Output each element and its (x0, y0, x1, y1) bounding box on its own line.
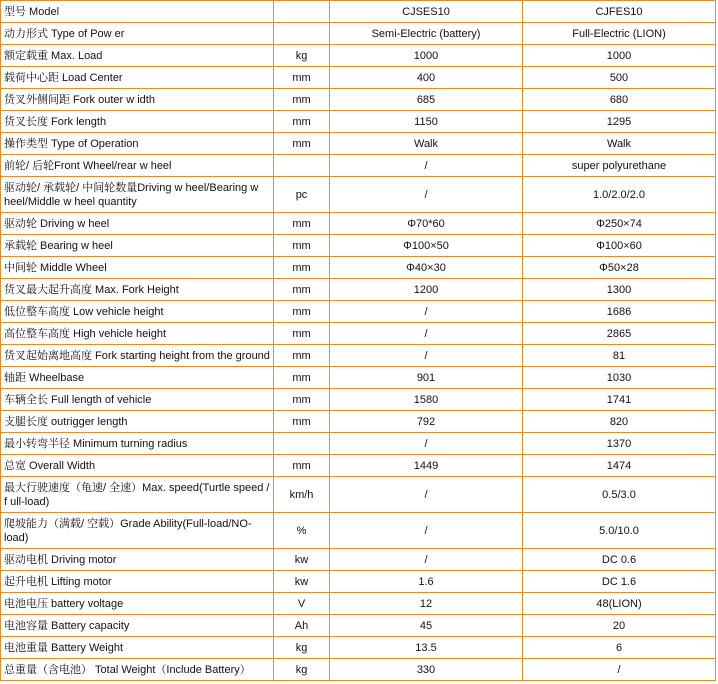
spec-value-b: 81 (523, 345, 716, 367)
spec-value-b: Φ100×60 (523, 235, 716, 257)
spec-unit: kg (274, 637, 330, 659)
spec-unit: mm (274, 257, 330, 279)
table-row (1, 389, 716, 411)
table-row (1, 593, 716, 615)
table-row (1, 433, 716, 455)
table-row (1, 615, 716, 637)
table-row (1, 571, 716, 593)
spec-unit: mm (274, 213, 330, 235)
spec-unit: pc (274, 177, 330, 213)
spec-label: 额定载重 Max. Load (1, 45, 274, 67)
spec-label: 高位整车高度 High vehicle height (1, 323, 274, 345)
spec-value-a: Semi-Electric (battery) (330, 23, 523, 45)
spec-unit: % (274, 513, 330, 549)
spec-value-a: Walk (330, 133, 523, 155)
spec-value-a: 901 (330, 367, 523, 389)
spec-value-a: 1150 (330, 111, 523, 133)
spec-value-b: DC 0.6 (523, 549, 716, 571)
header-row (1, 1, 716, 23)
spec-value-b: 48(LION) (523, 593, 716, 615)
spec-value-b: 500 (523, 67, 716, 89)
spec-value-a: / (330, 345, 523, 367)
spec-value-a: Φ40×30 (330, 257, 523, 279)
table-row (1, 411, 716, 433)
spec-table-body (1, 1, 716, 681)
spec-value-a: / (330, 323, 523, 345)
spec-value-a: 1.6 (330, 571, 523, 593)
spec-value-b: 820 (523, 411, 716, 433)
spec-label: 车辆全长 Full length of vehicle (1, 389, 274, 411)
spec-value-a: / (330, 433, 523, 455)
spec-value-a: 792 (330, 411, 523, 433)
table-row (1, 549, 716, 571)
spec-value-b: 680 (523, 89, 716, 111)
spec-value-b: 1741 (523, 389, 716, 411)
spec-unit: mm (274, 367, 330, 389)
spec-unit: kg (274, 659, 330, 681)
header-model-b: CJFES10 (523, 1, 716, 23)
spec-unit: mm (274, 89, 330, 111)
spec-label: 动力形式 Type of Pow er (1, 23, 274, 45)
table-row (1, 513, 716, 549)
spec-value-a: Φ100×50 (330, 235, 523, 257)
spec-value-b: 5.0/10.0 (523, 513, 716, 549)
table-row (1, 455, 716, 477)
spec-value-b: 20 (523, 615, 716, 637)
spec-value-b: DC 1.6 (523, 571, 716, 593)
spec-label: 起升电机 Lifting motor (1, 571, 274, 593)
spec-value-b: 1370 (523, 433, 716, 455)
table-row (1, 279, 716, 301)
spec-value-a: 330 (330, 659, 523, 681)
spec-label: 轴距 Wheelbase (1, 367, 274, 389)
spec-label: 总重量（含电池） Total Weight（Include Battery） (1, 659, 274, 681)
spec-value-b: Full-Electric (LION) (523, 23, 716, 45)
spec-unit: mm (274, 455, 330, 477)
spec-value-a: / (330, 155, 523, 177)
spec-unit: mm (274, 133, 330, 155)
spec-value-a: 685 (330, 89, 523, 111)
spec-label: 驱动轮/ 承载轮/ 中间轮数量Driving w heel/Bearing w heel/Middle w heel quantity (1, 177, 274, 213)
spec-unit: mm (274, 111, 330, 133)
spec-label: 驱动轮 Driving w heel (1, 213, 274, 235)
spec-value-b: 1686 (523, 301, 716, 323)
spec-label: 电池容量 Battery capacity (1, 615, 274, 637)
spec-value-a: 45 (330, 615, 523, 637)
header-model-a: CJSES10 (330, 1, 523, 23)
table-row (1, 133, 716, 155)
spec-value-a: 1000 (330, 45, 523, 67)
spec-value-b: 1030 (523, 367, 716, 389)
spec-unit (274, 433, 330, 455)
spec-label: 前轮/ 后轮Front Wheel/rear w heel (1, 155, 274, 177)
header-label: 型号 Model (1, 1, 274, 23)
spec-value-b: 2865 (523, 323, 716, 345)
spec-label: 低位整车高度 Low vehicle height (1, 301, 274, 323)
spec-unit: km/h (274, 477, 330, 513)
table-row (1, 177, 716, 213)
spec-unit: mm (274, 279, 330, 301)
spec-unit: mm (274, 301, 330, 323)
table-row (1, 23, 716, 45)
spec-value-b: Walk (523, 133, 716, 155)
table-row (1, 155, 716, 177)
table-row (1, 213, 716, 235)
spec-value-a: 12 (330, 593, 523, 615)
table-row (1, 345, 716, 367)
spec-value-b: 6 (523, 637, 716, 659)
spec-value-b: 1000 (523, 45, 716, 67)
spec-value-b: 1474 (523, 455, 716, 477)
spec-value-b: super polyurethane (523, 155, 716, 177)
spec-value-a: 400 (330, 67, 523, 89)
spec-value-a: / (330, 177, 523, 213)
table-row (1, 235, 716, 257)
spec-value-b: Φ50×28 (523, 257, 716, 279)
spec-value-b: 1.0/2.0/2.0 (523, 177, 716, 213)
spec-label: 爬坡能力（满载/ 空载）Grade Ability(Full-load/NO-load) (1, 513, 274, 549)
spec-label: 载荷中心距 Load Center (1, 67, 274, 89)
spec-value-a: / (330, 301, 523, 323)
table-row (1, 67, 716, 89)
spec-value-b: 1295 (523, 111, 716, 133)
spec-value-a: 1200 (330, 279, 523, 301)
spec-label: 支腿长度 outrigger length (1, 411, 274, 433)
table-row (1, 45, 716, 67)
spec-value-a: 13.5 (330, 637, 523, 659)
table-row (1, 477, 716, 513)
spec-unit: mm (274, 323, 330, 345)
spec-unit: V (274, 593, 330, 615)
spec-value-a: / (330, 549, 523, 571)
spec-value-a: 1449 (330, 455, 523, 477)
spec-value-b: 0.5/3.0 (523, 477, 716, 513)
table-row (1, 659, 716, 681)
spec-label: 货叉起始离地高度 Fork starting height from the ground (1, 345, 274, 367)
spec-unit: kg (274, 45, 330, 67)
spec-label: 货叉最大起升高度 Max. Fork Height (1, 279, 274, 301)
table-row (1, 301, 716, 323)
spec-value-a: / (330, 513, 523, 549)
spec-unit: mm (274, 345, 330, 367)
spec-label: 中间轮 Middle Wheel (1, 257, 274, 279)
spec-value-a: / (330, 477, 523, 513)
table-row (1, 323, 716, 345)
spec-value-a: Φ70*60 (330, 213, 523, 235)
spec-unit: mm (274, 389, 330, 411)
spec-value-b: / (523, 659, 716, 681)
spec-value-a: 1580 (330, 389, 523, 411)
spec-value-b: 1300 (523, 279, 716, 301)
spec-unit: kw (274, 549, 330, 571)
header-unit (274, 1, 330, 23)
table-row (1, 89, 716, 111)
spec-label: 操作类型 Type of Operation (1, 133, 274, 155)
spec-unit: mm (274, 235, 330, 257)
table-row (1, 637, 716, 659)
spec-label: 最大行驶速度（龟速/ 全速）Max. speed(Turtle speed / f ull-load) (1, 477, 274, 513)
table-row (1, 367, 716, 389)
spec-unit: mm (274, 411, 330, 433)
spec-label: 承载轮 Bearing w heel (1, 235, 274, 257)
spec-label: 电池电压 battery voltage (1, 593, 274, 615)
spec-unit: Ah (274, 615, 330, 637)
spec-label: 最小转弯半径 Minimum turning radius (1, 433, 274, 455)
spec-label: 驱动电机 Driving motor (1, 549, 274, 571)
spec-label: 货叉长度 Fork length (1, 111, 274, 133)
spec-label: 货叉外侧间距 Fork outer w idth (1, 89, 274, 111)
table-row (1, 111, 716, 133)
spec-unit: kw (274, 571, 330, 593)
spec-value-b: Φ250×74 (523, 213, 716, 235)
spec-unit: mm (274, 67, 330, 89)
table-row (1, 257, 716, 279)
spec-label: 总宽 Overall Width (1, 455, 274, 477)
spec-unit (274, 23, 330, 45)
spec-unit (274, 155, 330, 177)
spec-label: 电池重量 Battery Weight (1, 637, 274, 659)
